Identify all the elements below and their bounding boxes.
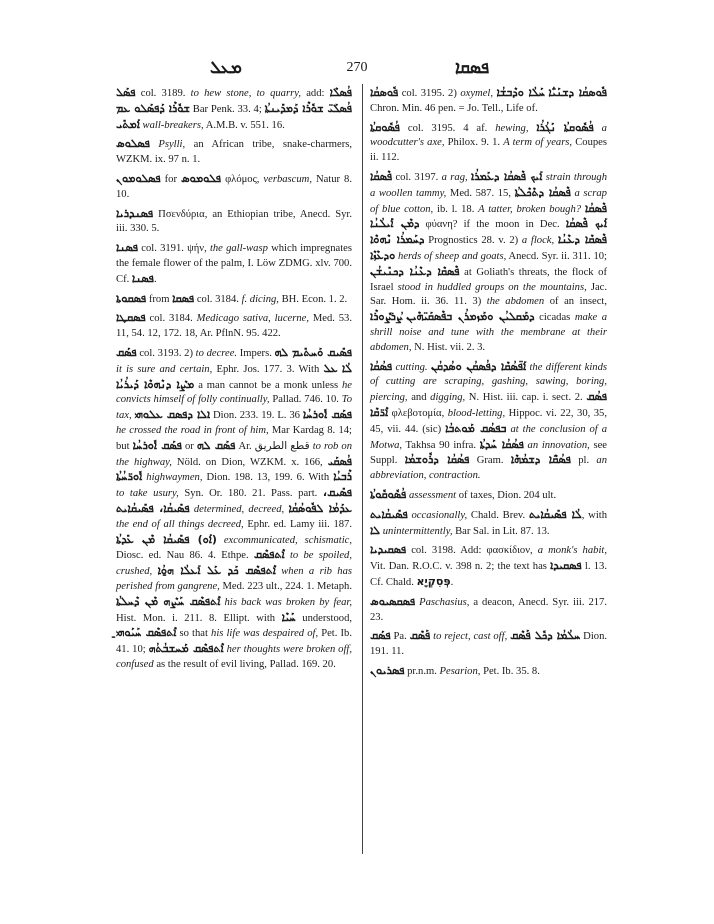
dictionary-entry (116, 86, 352, 133)
entry-text: Med. 587. 15, (446, 187, 515, 199)
syriac-word: פְּסִקְיָא (416, 574, 451, 588)
entry-text: Philox. 9. 1. (444, 137, 504, 149)
right-column (370, 86, 607, 684)
entry-text: Syn. Or. 180. 21. Pass. part. (178, 488, 323, 500)
syriac-word: ܦܣܳܩ̈ܶܐ ܕܫܡܳܗܶܐ (510, 453, 571, 467)
dictionary-entry (116, 172, 352, 203)
italic-gloss: herds of sheep and goats, (398, 250, 507, 262)
syriac-word: ܦܣܩܝܕܐ (550, 559, 582, 573)
entry-text: Ephr. ed. Lamy iii. 187. (243, 518, 352, 530)
syriac-word: ܦܳܣܠܶܐ ܫܘܽܪܶܐ ܕܰܦܣܰܠܘ ܥܡ (116, 86, 352, 115)
entry-text: Gram. (469, 455, 511, 467)
italic-gloss: a scrap of blue cotton, (370, 187, 607, 215)
entry-text: Ephr. Jos. 177. 3. With (212, 363, 324, 375)
syriac-word: ܦܣܳܩ ܐܶܪ̈ܩܶܐ (370, 390, 608, 419)
syriac-word: ܦܣܺܝܩܳܐܝܬ (370, 507, 408, 521)
italic-gloss: A term of years, (503, 137, 573, 149)
entry-text: A.M.B. v. 551. 16. (203, 119, 285, 131)
syriac-word: ܦܣܩܐ (172, 291, 195, 305)
entry-text: of taxes, Dion. 204 ult. (456, 489, 557, 501)
syriac-word: ܦܳܣܠܰܝ̈ ܫܘܽܪܶܐ ܕܰܡܕܺܝܢܬܳܐ ܐܰܡܬܺܝ (116, 101, 353, 131)
entry-text: col. 3195. 2) (398, 88, 461, 99)
syriac-word: ܥܠ (323, 361, 338, 375)
syriac-word: ܐܰܝܟ ܦܶܣܩܳܐ ܕܚܰܡܪܳܐ ܢܶܗܘܶܐ (370, 217, 607, 247)
entry-text: Med. 53. 11, 54. 12, 172. 18, Ar. PflnN. 95. 422. (116, 313, 353, 340)
entry-text: BH. Econ. 1. 2. (278, 293, 348, 305)
entry-text: Vit. Dan. R.O.C. v. 398 n. 2; the text has (370, 561, 551, 573)
italic-gloss: to take usury, (116, 488, 179, 500)
entry-text: Chald. Brev. (467, 509, 529, 521)
italic-gloss: stood in huddled groups on the mountains, (397, 281, 587, 293)
italic-gloss: an innovation, (527, 439, 590, 451)
entry-text: φλεβοτομία, (388, 407, 448, 419)
entry-text: Nöld. on Dion, WZKM. x. 166, (171, 456, 328, 468)
italic-gloss: Pesarion, (439, 665, 481, 677)
dictionary-entry (116, 137, 352, 168)
entry-text: which impregnates the female flower of the palm, I. Löw ZDMG. xlv. 700. Cf. (116, 243, 352, 285)
italic-gloss: his life was despaired of, (211, 628, 319, 640)
entry-text: as the result of evil living, Pallad. 169. 20. (153, 658, 336, 670)
italic-gloss: f. dicing, (241, 293, 279, 305)
syriac-word: ܚܰܝܶܐ (281, 610, 296, 624)
dictionary-entry (116, 207, 352, 238)
entry-text: add: (300, 88, 330, 99)
italic-gloss: it is sure and certain, (116, 363, 213, 375)
italic-gloss: the end of all things decreed, (116, 518, 244, 530)
syriac-word: (ܐܰܘ) ܦܣܺܝܩܳܐ ܡܶܢ ܥܺܕܬܳܐ (116, 532, 217, 546)
italic-gloss: excommunicated, schismatic, (223, 534, 352, 546)
italic-gloss: Paschasius, (419, 596, 470, 608)
italic-gloss: a monk's habit, (537, 545, 607, 557)
entry-text: col. 3193. 2) (136, 347, 196, 359)
italic-gloss: to rob on the highway, (116, 440, 352, 468)
syriac-word: ܢܰܓܳܪܳܐ (536, 120, 556, 134)
syriac-word: ܒܦܣܳܩ ܡܰܘܬܒܳܐ (445, 421, 507, 435)
syriac-word: ܐܶܬܦܣܶܩ ܟܰܕ ܥܰܠ ܐܰܥܠܳܐ ܗ̱ܘܳܐ (157, 564, 276, 578)
syriac-word: ܥܕܰܡܳܐ ܠܦܽܘܣܳܩܳܐ (288, 501, 352, 515)
entry-text: Pa. (390, 631, 410, 643)
entry-text: col. 3191. ψήν, (138, 243, 210, 255)
italic-gloss: verbascum, (263, 173, 312, 185)
syriac-word: ܦܳܣܽܘܩܬܳܐ (563, 120, 594, 134)
syriac-word: ܦܣܩܛܐ (116, 311, 146, 325)
entry-text: Anecd. Syr. ii. 311. 10; (506, 250, 607, 262)
italic-gloss: unintermittently, (382, 525, 453, 537)
dictionary-entry (116, 311, 352, 342)
italic-gloss: oxymel, (460, 88, 494, 99)
syriac-word: ܦܣܪܝܘܢ (370, 663, 405, 677)
syriac-word: ܦܳܣܽܘܩܽܘܬܳܐ (370, 487, 407, 501)
syriac-word: ܦܣܩܘܬܐ (116, 291, 147, 305)
italic-gloss: to reject, cast off, (433, 631, 508, 643)
syriac-word: ܦܣܺܝܩ ܘܰܚܬܺܝܡ ܠܗ (274, 345, 352, 359)
entry-text (556, 123, 564, 134)
italic-gloss: highwaymen, (146, 472, 203, 484)
syriac-word: ܦܶܣܩܳܐ ܕܬܶܟܶܠܬܳܐ (514, 185, 571, 199)
italic-gloss: to decree. (195, 347, 238, 359)
entry-text: so that (176, 628, 212, 640)
syriac-word: ܚܰܠܳܐ ܘܕܶܒܫܳܐ (496, 86, 545, 99)
syriac-word: ܦܣܠܘܡܘܢ (116, 171, 161, 185)
italic-gloss: strain through a woollen tammy, (370, 171, 608, 199)
syriac-word: ܦܣܺܝܩ، ܦܣܺܝܩܳܐ، ܦܣܺܝܩܳܐܝܬ (116, 486, 352, 515)
entry-text: col. 3195. 4 af. (399, 122, 496, 134)
entry-text: ib. l. 18. (433, 203, 479, 215)
entry-text: . (153, 273, 157, 285)
syriac-word: ܦܣܢܐ (116, 241, 139, 255)
italic-gloss: to hew stone, to quarry, (190, 88, 301, 99)
entry-text: Mar Kardag 8. 14; but (116, 424, 352, 452)
dictionary-entry (370, 86, 607, 117)
entry-text: Natur 8. 10. (116, 173, 352, 200)
entry-text (217, 535, 224, 546)
syriac-word: ܦܣܩܣܝܘܣ (370, 594, 416, 608)
syriac-word: ܠܳܐ ܦܣܺܝܩܳܐܝܬ (528, 507, 582, 521)
entry-text: Πσενδύρια, an Ethiopian tribe, Anecd. Syr. iii. 330. 5. (116, 208, 352, 235)
italic-gloss: Medicago sativa, lucerne, (196, 313, 310, 325)
italic-gloss: a woodcutter's axe, (370, 122, 607, 149)
entry-text: N. Hist. vii. 2. 3. (411, 341, 486, 353)
entry-text: Jac. Sar. Hom. ii. 36. 11. 3) (370, 281, 607, 308)
syriac-word: ܦܣܳܩܳܐ ܚܰܕܬܳܐ (479, 437, 524, 451)
italic-gloss: digging, (430, 392, 466, 404)
page-header (0, 58, 714, 82)
italic-gloss: the abdomen (486, 296, 545, 308)
dictionary-entry (370, 488, 607, 504)
entry-text: of an insect, (544, 296, 607, 308)
syriac-word: ܐܠܐ ܕܦܣܩ ܥܠܘܗܝ (134, 408, 211, 422)
entry-text: Pet. Ib. 41. 10; (116, 628, 352, 656)
syriac-word: ܐܶܬܦܣܶܩ ܡܰܚܫܒܳܬܳܗ (148, 642, 224, 656)
header-left-word: ܡܥܠ (210, 58, 242, 77)
syriac-word: ܦܣܰܩ ܐܽܘܪܚܳܐ (132, 438, 182, 452)
entry-text: or (181, 440, 197, 452)
entry-text: pl. (570, 455, 597, 467)
italic-gloss: the different kinds of cutting are scraping, gashing, sawing, boring, piercing, (370, 361, 608, 404)
entry-text: , with (581, 509, 607, 521)
entry-text: and (407, 392, 431, 404)
syriac-word: ܦܳܣܽܘܩܬܳܐ (370, 120, 400, 134)
entry-text: Med. 223 ult., 224. 1. Metaph. (219, 580, 352, 592)
entry-text: col. 3184. (194, 293, 242, 305)
syriac-word: ܦܰܣܶܩ (409, 629, 431, 643)
entry-text: Bar Penk. 33. 4; (189, 103, 265, 115)
italic-gloss: blood-letting, (447, 407, 506, 419)
entry-text: cicadas (534, 312, 575, 324)
entry-text: Dion. 191. 11. (370, 631, 608, 658)
page-number: 270 (346, 60, 368, 75)
italic-gloss: at the conclusion of a Motwa, (370, 423, 607, 451)
dictionary-entry (116, 241, 352, 287)
entry-text: see Suppl. (370, 439, 607, 467)
italic-gloss: assessment (408, 489, 457, 501)
dictionary-entry (370, 360, 607, 484)
syriac-word: ܦܠܘܡܘܣ (180, 171, 222, 185)
entry-text: a deacon, Anecd. Syr. iii. 217. 23. (370, 596, 608, 623)
syriac-word: ܐܶܬܦܣܶܩ ܚܰܝܰܘܗ̱ܝ (116, 626, 177, 640)
syriac-word: ܐܶܬܦܣܶܩ ܚܰܨܶܗ ܡܶܢ ܕܶܚܠܬܳܐ (116, 594, 221, 608)
syriac-word: ܦܣܢܕܪܝܐ (116, 206, 154, 220)
italic-gloss: occasionally, (411, 509, 468, 521)
dictionary-entry (370, 170, 607, 356)
entry-text: φλόμος, (221, 173, 264, 185)
entry-text: Ar. قطع الطريق (235, 440, 313, 452)
entry-text: N. Hist. iii. cap. i. sect. 2. (465, 392, 587, 404)
entry-text: Takhsa 90 infra. (402, 439, 480, 451)
entry-text: understood, (295, 612, 353, 624)
syriac-word: ܪܶܒܝܳܐ (333, 470, 352, 484)
syriac-word: ܦܶܣܩܶܐ ܕܥܶܢܳܐ ܕܟܢܺܝܫܳܢ (370, 264, 460, 278)
syriac-word: ܚܠܳܡܳܐ ܕܟܽܠ ܦܰܣܶܩ (510, 629, 581, 643)
entry-text: for (160, 173, 181, 185)
dictionary-entry (370, 121, 607, 166)
entry-text: col. 3197. (392, 171, 442, 183)
italic-gloss: his back was broken by fear, (224, 596, 352, 608)
italic-gloss: To tax, (116, 394, 352, 422)
entry-text: at Goliath's threats, the flock of Israel (370, 266, 607, 293)
italic-gloss: cutting. (395, 361, 428, 373)
syriac-word: ܐܶܬܦܣܶܩ (253, 548, 285, 562)
entry-text: Pet. Ib. 35. 8. (480, 665, 540, 677)
italic-gloss: hewing, (495, 122, 529, 134)
entry-text: l. 13. Cf. Chald. (370, 561, 607, 588)
entry-text: Pallad. 746. 10. (269, 394, 342, 406)
entry-text: an African tribe, snake-charmers, WZKM. ix. 97 n. 1. (116, 139, 352, 166)
syriac-word: ܦܳܣܩܰܝ ܐܽܘܪ̈ܚܳܬܳܐ (116, 454, 352, 484)
italic-gloss: he crossed the road in front of him, (116, 424, 269, 436)
italic-gloss: determined, decreed, (193, 503, 285, 515)
italic-gloss: a rag, (441, 171, 468, 183)
italic-gloss: Psylli, (158, 139, 186, 151)
dictionary-entry (116, 292, 352, 308)
entry-text: col. 3184. (145, 313, 197, 325)
entry-text: col. 3189. (135, 88, 191, 99)
italic-gloss: her thoughts were broken off, confused (116, 644, 353, 670)
italic-gloss: wall-breakers, (142, 119, 204, 131)
syriac-word: ܦܣܰܩ (116, 345, 137, 359)
syriac-word: ܠܐ (370, 523, 381, 537)
dictionary-entry (370, 664, 607, 680)
entry-text: Prognostics 28. v. 2) (424, 235, 522, 247)
entry-text: . (450, 576, 454, 588)
syriac-word: ܦܣܰܩ (370, 629, 391, 643)
italic-gloss: when a rib has perished from gangrene, (116, 566, 352, 592)
entry-text: Hist. Mon. i. 211. 8. Ellipt. with (116, 612, 282, 624)
syriac-word: ܕܡܰܩܠܝܳܢ ܘܡܰܙܡܪܳܢ ܒܦܶܣܩܰܝ̈ܗܶܝܢ (406, 310, 535, 324)
syriac-word: ܐܰܝܟ ܦܶܣܩܳܐ ܕܥܰܡܪܳܐ (471, 169, 543, 183)
italic-gloss: to be spoiled, crushed, (116, 550, 352, 578)
syriac-word: ܦܽܘܣܩܳܐ (370, 86, 399, 99)
entry-text: Dion. 233. 19. L. 36 (210, 410, 303, 422)
syriac-word: ܦܣܰܠ (116, 86, 136, 99)
dictionary-entry (370, 543, 607, 590)
syriac-word: ܦܣܢܐ (131, 271, 154, 285)
entry-text (594, 123, 602, 134)
entry-text: a man cannot be a monk unless (194, 379, 342, 391)
entry-text: Hippoc. vi. 22, 30, 35, 45, vii. 44. (sic) (370, 407, 607, 435)
entry-text: φύανη? if the moon in Dec. (419, 219, 566, 231)
syriac-word: ܦܣܳܩܳܐ (370, 359, 393, 373)
entry-text: Dion. 198. 13, 199. 6. With (202, 472, 334, 484)
entry-text: Coupes ii. 112. (370, 137, 607, 164)
syriac-word: ܦܶܣܩܳܐ ܕܡܶܢ ܐܺܝܠܳܢܳܐ (370, 201, 607, 231)
italic-gloss: make a shrill noise and tune with the membrane at their abdomen, (370, 312, 607, 353)
italic-gloss: the gall-wasp (209, 243, 268, 255)
italic-gloss: he convicts himself of folly continually, (116, 379, 352, 406)
entry-text: col. 3198. Add: φασκίδιον, (406, 545, 538, 557)
syriac-word: ܐܰܦ̈ܣܳܩܶܐ ܕܦܳܣܩܳܢ ܘܣܳܕܩܳܢ (430, 359, 527, 373)
entry-text: Impers. (237, 347, 275, 359)
header-right-word: ܦܣܩܐ (455, 58, 490, 77)
syriac-word: ܠܳܐ ܡܨܶܐ ܕܢܶܗܘܶܐ ܕܰܝܪܳܝܳܐ (116, 361, 352, 391)
dictionary-entry (370, 629, 607, 660)
entry-text: from (146, 293, 173, 305)
italic-gloss: an abbreviation, contraction. (370, 455, 608, 482)
left-column (116, 86, 352, 677)
syriac-word: ܦܣܩܝܕܝܐ (370, 543, 407, 557)
dictionary-entry (370, 508, 607, 540)
syriac-word: ܦܣܰܩ ܐܽܘܪܚܳܐ (302, 408, 352, 422)
entry-text: pr.n.m. (404, 665, 440, 677)
dictionary-entry (116, 346, 352, 673)
column-divider (362, 84, 363, 854)
entry-text: Bar Sal. in Lit. 87. 13. (452, 525, 550, 537)
syriac-word: ܦܶܣܩܶܐ ܕܥܶܢܳܐ ܘܕܥܶܙܶܐ (370, 233, 607, 262)
entry-text: Chron. Min. 46 pen. = Jo. Tell., Life of. (370, 102, 538, 114)
syriac-word: ܦܽܘܣܩܳܐ ܕܫܢܰܝ̈ܳܐ (548, 86, 607, 99)
syriac-word: ܦܶܣܩܳܐ (370, 169, 393, 183)
syriac-word: ܦܣܳܩܳܐ ܕܪܽܘܫܡܳܐ (404, 453, 470, 467)
syriac-word: ܦܣܠܘܣ (116, 137, 150, 151)
dictionary-entry (370, 595, 607, 626)
entry-text: Diosc. ed. Nau 86. 4. Ethpe. (116, 550, 254, 562)
italic-gloss: A tatter, broken bough? (478, 203, 582, 215)
italic-gloss: a flock, (521, 235, 555, 247)
syriac-word: ܨܳܪܨܽܘܪܶܐ (370, 310, 402, 324)
syriac-word: ܦܣܰܩ ܠܗ (196, 438, 236, 452)
